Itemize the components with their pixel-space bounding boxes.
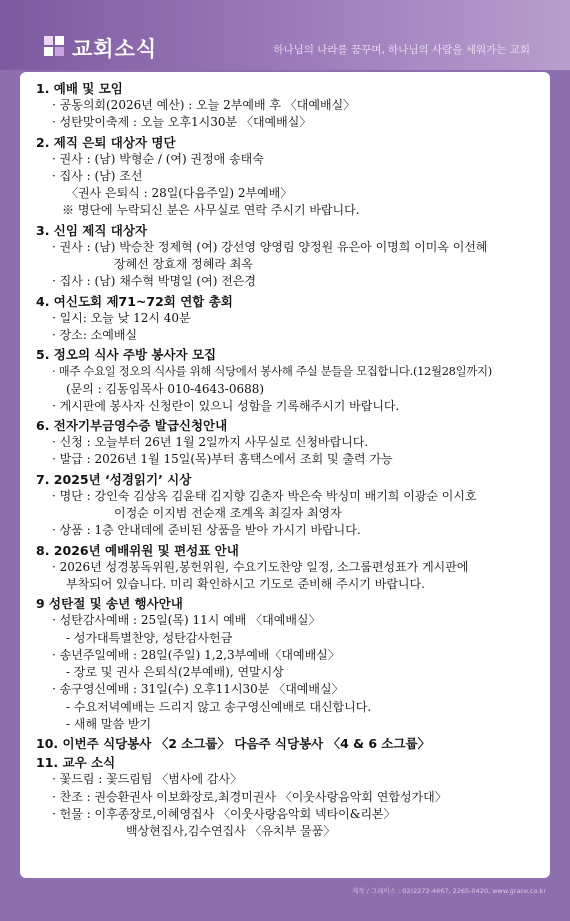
section-title: 3. 신임 제직 대상자 bbox=[36, 222, 148, 238]
contact-info: (문의 : 김동임목사 010-4643-0688) bbox=[66, 381, 265, 396]
list-item: · 신청 : 오늘부터 26년 1월 2일까지 사무실로 신청바랍니다. bbox=[52, 435, 369, 450]
list-item: 이정순 이지범 전순재 조계옥 최길자 최영자 bbox=[114, 506, 342, 521]
section-retirement bbox=[36, 134, 536, 220]
section-title: 2. 제직 은퇴 대상자 명단 bbox=[36, 134, 176, 150]
list-item: · 명단 : 강인숙 김상옥 김윤태 김지향 김춘자 박은숙 박싱미 배기희 이광순 이시호 bbox=[52, 488, 477, 503]
section-kitchen-volunteers bbox=[36, 346, 536, 415]
list-item: 백상현집사,김수연집사 〈유치부 물품〉 bbox=[126, 824, 336, 839]
section-title: 4. 여신도회 제71~72회 연합 총회 bbox=[36, 293, 233, 309]
section-bible-reading-award bbox=[36, 471, 536, 540]
list-item: 부착되어 있습니다. 미리 확인하시고 기도로 준비해 주시기 바랍니다. bbox=[66, 576, 425, 591]
list-item: · 집사 : (남) 조선 bbox=[52, 168, 143, 183]
section-title: 9 성탄절 및 송년 행사안내 bbox=[36, 596, 183, 612]
section-title: 5. 정오의 식사 주방 봉사자 모집 bbox=[36, 347, 217, 363]
list-item: - 수요저녁예배는 드리지 않고 송구영신예배로 대신합니다. bbox=[66, 699, 372, 714]
logo-squares-icon bbox=[44, 36, 64, 56]
church-motto: 하나님의 나라를 꿈꾸며, 하나님의 사람을 세워가는 교회 bbox=[273, 44, 530, 56]
section-title: 6. 전자기부금영수증 발급신청안내 bbox=[36, 418, 228, 434]
list-item: · 꽃드림 : 꽃드림팀 〈범사에 감사〉 bbox=[52, 772, 243, 787]
notice-text: ※ 명단에 누락되신 분은 사무실로 연락 주시기 바랍니다. bbox=[62, 203, 360, 218]
list-item: · 성탄감사예배 : 25일(목) 11시 예배 〈대예배실〉 bbox=[52, 613, 321, 628]
list-item: · 집사 : (남) 채수혁 박명일 (여) 전은경 bbox=[52, 274, 256, 289]
list-item: 장혜선 장효재 정혜라 최옥 bbox=[114, 257, 253, 272]
news-paper bbox=[20, 72, 550, 878]
list-item: · 권사 : (남) 박승찬 정제혁 (여) 강선영 양영림 양정원 유은아 이명희 이미옥 이선혜 bbox=[52, 239, 488, 254]
section-title: 7. 2025년 ‘성경읽기’ 시상 bbox=[36, 471, 192, 487]
section-donation-receipt bbox=[36, 417, 536, 469]
section-title: 10. 이번주 식당봉사 〈2 소그룹〉 다음주 식당봉사 〈4 & 6 소그룹〉 bbox=[36, 736, 431, 752]
page-title: 교회소식 bbox=[72, 37, 158, 61]
section-worship-committee bbox=[36, 542, 536, 594]
list-item: · 발급 : 2026년 1월 15일(목)부터 홈택스에서 조회 및 출력 가능 bbox=[52, 452, 393, 467]
section-title: 11. 교우 소식 bbox=[36, 755, 116, 771]
list-item: - 성가대특별찬양, 성탄감사헌금 bbox=[66, 630, 233, 645]
section-title: 8. 2026년 예배위원 및 편성표 안내 bbox=[36, 542, 239, 558]
list-item: · 상품 : 1층 안내데에 준비된 상품을 받아 가시기 바랍니다. bbox=[52, 523, 361, 538]
section-new-officers bbox=[36, 222, 536, 291]
list-item: · 송년주일예배 : 28일(주일) 1,2,3부예배〈대예배실〉 bbox=[52, 647, 340, 662]
header-banner bbox=[0, 0, 570, 70]
list-item: · 송구영신예배 : 31일(수) 오후11시30분 〈대예배실〉 bbox=[52, 682, 344, 697]
list-item: · 일시: 오늘 낮 12시 40분 bbox=[52, 310, 191, 325]
list-item: - 새해 말씀 받기 bbox=[66, 717, 152, 732]
section-title: 1. 예배 및 모임 bbox=[36, 81, 123, 96]
section-member-news bbox=[36, 754, 536, 840]
section-womens-assembly bbox=[36, 293, 536, 345]
list-item: · 매주 수요일 정오의 식사를 위해 식당에서 봉사해 주실 분들을 모집합니다.(12월28일까지) bbox=[52, 364, 492, 379]
list-item: · 2026년 성경봉독위원,봉헌위원, 수요기도찬양 일정, 소그룹편성표가 게시판에 bbox=[52, 559, 469, 574]
list-item: · 권사 : (남) 박형순 / (여) 권정애 송태숙 bbox=[52, 151, 264, 166]
list-item: · 찬조 : 권승환권사 이보화장로,최경미권사 〈이웃사랑음악회 연합성가대〉 bbox=[52, 789, 447, 804]
section-christmas-events bbox=[36, 595, 536, 733]
list-item: - 장로 및 권사 은퇴식(2부예배), 연말시상 bbox=[66, 665, 284, 680]
list-item: · 공동의회(2026년 예산) : 오늘 2부예배 후 〈대예배실〉 bbox=[52, 98, 356, 112]
section-kitchen-service bbox=[36, 735, 536, 752]
list-item: · 성탄맞이축제 : 오늘 오후1시30분 〈대예배실〉 bbox=[52, 115, 312, 130]
list-item: · 장소: 소예배실 bbox=[52, 327, 138, 342]
list-item: · 헌물 : 이후종장로,이혜영집사 〈이웃사랑음악회 넥타이&리본〉 bbox=[52, 806, 396, 821]
list-item: · 게시판에 봉사자 신청란이 있으니 성함을 기록해주시기 바랍니다. bbox=[52, 398, 400, 413]
list-item: 〈권사 은퇴식 : 28일(다음주일) 2부예배〉 bbox=[66, 186, 293, 201]
footer-credit: 제작 / 그레이스 : 02)2272-4667, 2265-0420, www.grace.co.kr bbox=[351, 887, 546, 895]
section-worship bbox=[36, 80, 536, 132]
